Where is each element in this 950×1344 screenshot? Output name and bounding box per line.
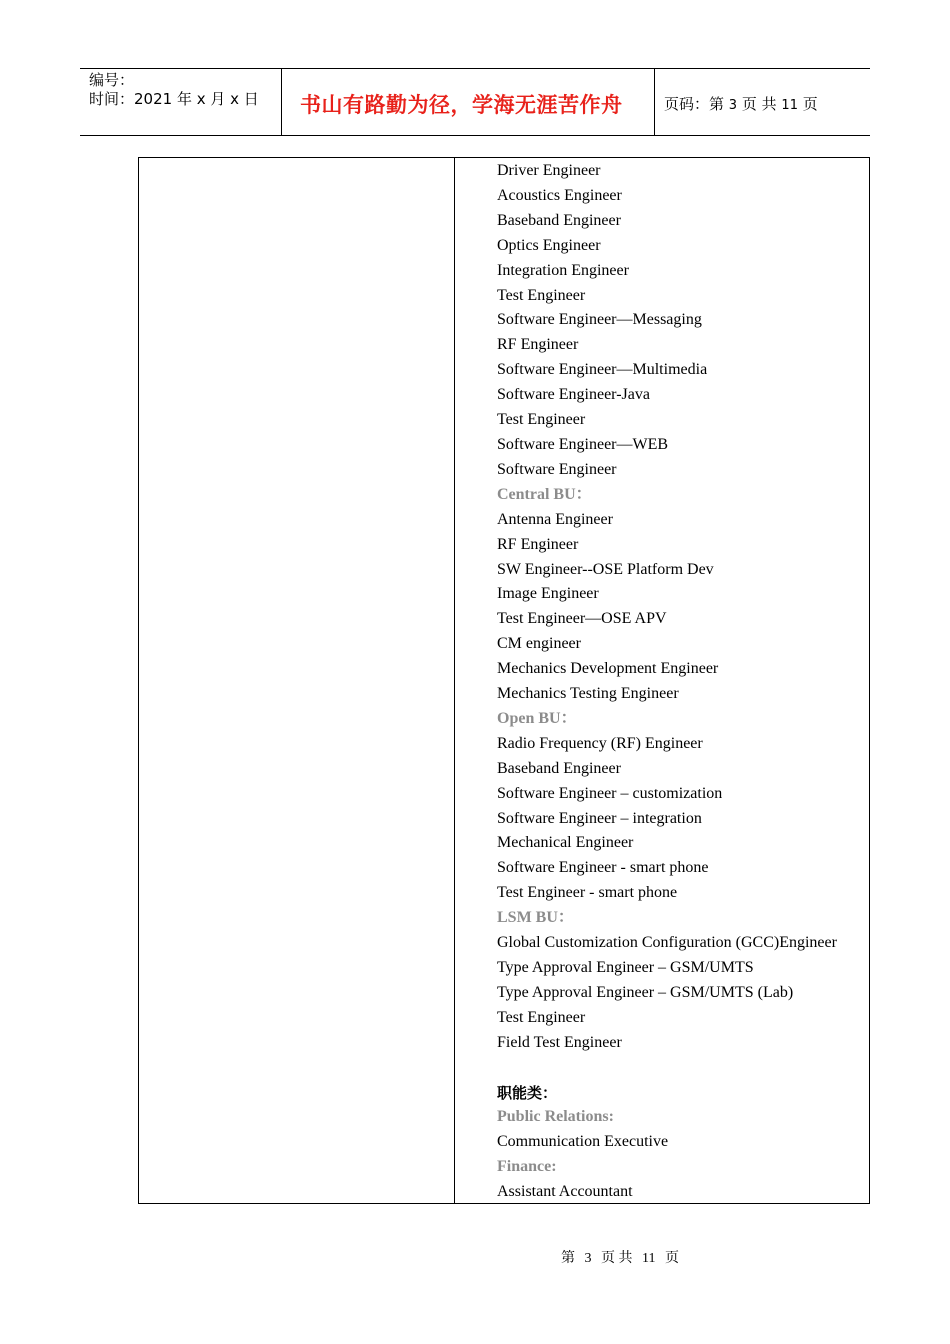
footer-total: 11 — [642, 1251, 656, 1266]
section-heading: Central BU： — [497, 485, 592, 503]
list-item: Field Test Engineer — [497, 1033, 622, 1051]
list-item: Radio Frequency (RF) Engineer — [497, 734, 703, 752]
date-label: 时间：2021 年 x 月 x 日 — [89, 90, 259, 108]
list-item: Mechanics Development Engineer — [497, 660, 719, 678]
category-heading: 职能类： — [497, 1083, 558, 1102]
list-item: Type Approval Engineer – GSM/UMTS — [497, 959, 754, 976]
header-page-mid: 页 共 — [741, 95, 777, 113]
header-page-total: 11 — [781, 98, 798, 113]
table-column-divider — [454, 157, 455, 1204]
list-item: RF Engineer — [497, 336, 579, 354]
section-heading: Public Relations: — [497, 1108, 614, 1126]
list-item: Mechanical Engineer — [497, 834, 634, 852]
list-item: Software Engineer—Multimedia — [497, 361, 708, 379]
header-meta — [89, 71, 259, 109]
list-item: Test Engineer—OSE APV — [497, 610, 667, 628]
list-item: Software Engineer – integration — [497, 809, 702, 827]
footer-current: 3 — [584, 1251, 592, 1266]
list-item: Software Engineer - smart phone — [497, 859, 709, 877]
list-item: Communication Executive — [497, 1133, 669, 1151]
footer-suffix: 页 — [664, 1251, 679, 1266]
footer-prefix: 第 — [561, 1251, 575, 1266]
header-page-indicator — [664, 93, 818, 114]
list-item: Type Approval Engineer – GSM/UMTS (Lab) — [497, 983, 794, 1001]
section-heading: LSM BU： — [497, 909, 574, 927]
list-item: Baseband Engineer — [497, 211, 621, 229]
list-item: Baseband Engineer — [497, 759, 621, 777]
list-item: Mechanics Testing Engineer — [497, 685, 679, 703]
list-item: Optics Engineer — [497, 236, 601, 254]
list-item: Driver Engineer — [497, 162, 601, 179]
section-heading: Open BU： — [497, 709, 577, 727]
section-heading: Finance: — [497, 1158, 557, 1176]
header-motto: 书山有路勤为径，学海无涯苦作舟 — [300, 93, 623, 117]
list-item: Test Engineer — [497, 411, 586, 429]
footer-mid: 页 共 — [601, 1251, 633, 1266]
header-divider-left — [281, 68, 282, 135]
list-item: Software Engineer — [497, 460, 617, 478]
job-list — [497, 159, 837, 1205]
list-item: Integration Engineer — [497, 261, 629, 279]
header-page-current: 3 — [728, 98, 738, 113]
header-page-prefix: 页码：第 — [664, 95, 725, 113]
list-item: CM engineer — [497, 635, 581, 653]
blank-line — [497, 1056, 837, 1081]
list-item: Image Engineer — [497, 585, 599, 603]
number-label: 编号： — [89, 71, 135, 89]
list-item: Software Engineer-Java — [497, 386, 650, 404]
list-item: Software Engineer—WEB — [497, 435, 669, 453]
list-item: Assistant Accountant — [497, 1183, 633, 1201]
list-item: RF Engineer — [497, 535, 579, 553]
list-item: Software Engineer – customization — [497, 784, 723, 802]
list-item: Software Engineer—Messaging — [497, 311, 702, 329]
header-page-suffix: 页 — [802, 95, 818, 113]
header-divider-right — [654, 68, 655, 135]
header-top-rule — [80, 68, 870, 69]
page-footer — [0, 1247, 950, 1267]
list-item: Test Engineer - smart phone — [497, 884, 678, 902]
header-bottom-rule — [80, 135, 870, 136]
list-item: Test Engineer — [497, 1008, 586, 1026]
list-item: SW Engineer--OSE Platform Dev — [497, 560, 714, 578]
list-item: Test Engineer — [497, 286, 586, 304]
list-item: Acoustics Engineer — [497, 186, 622, 204]
list-item: Antenna Engineer — [497, 510, 613, 528]
list-item: Global Customization Configuration (GCC)Engineer — [497, 934, 837, 952]
